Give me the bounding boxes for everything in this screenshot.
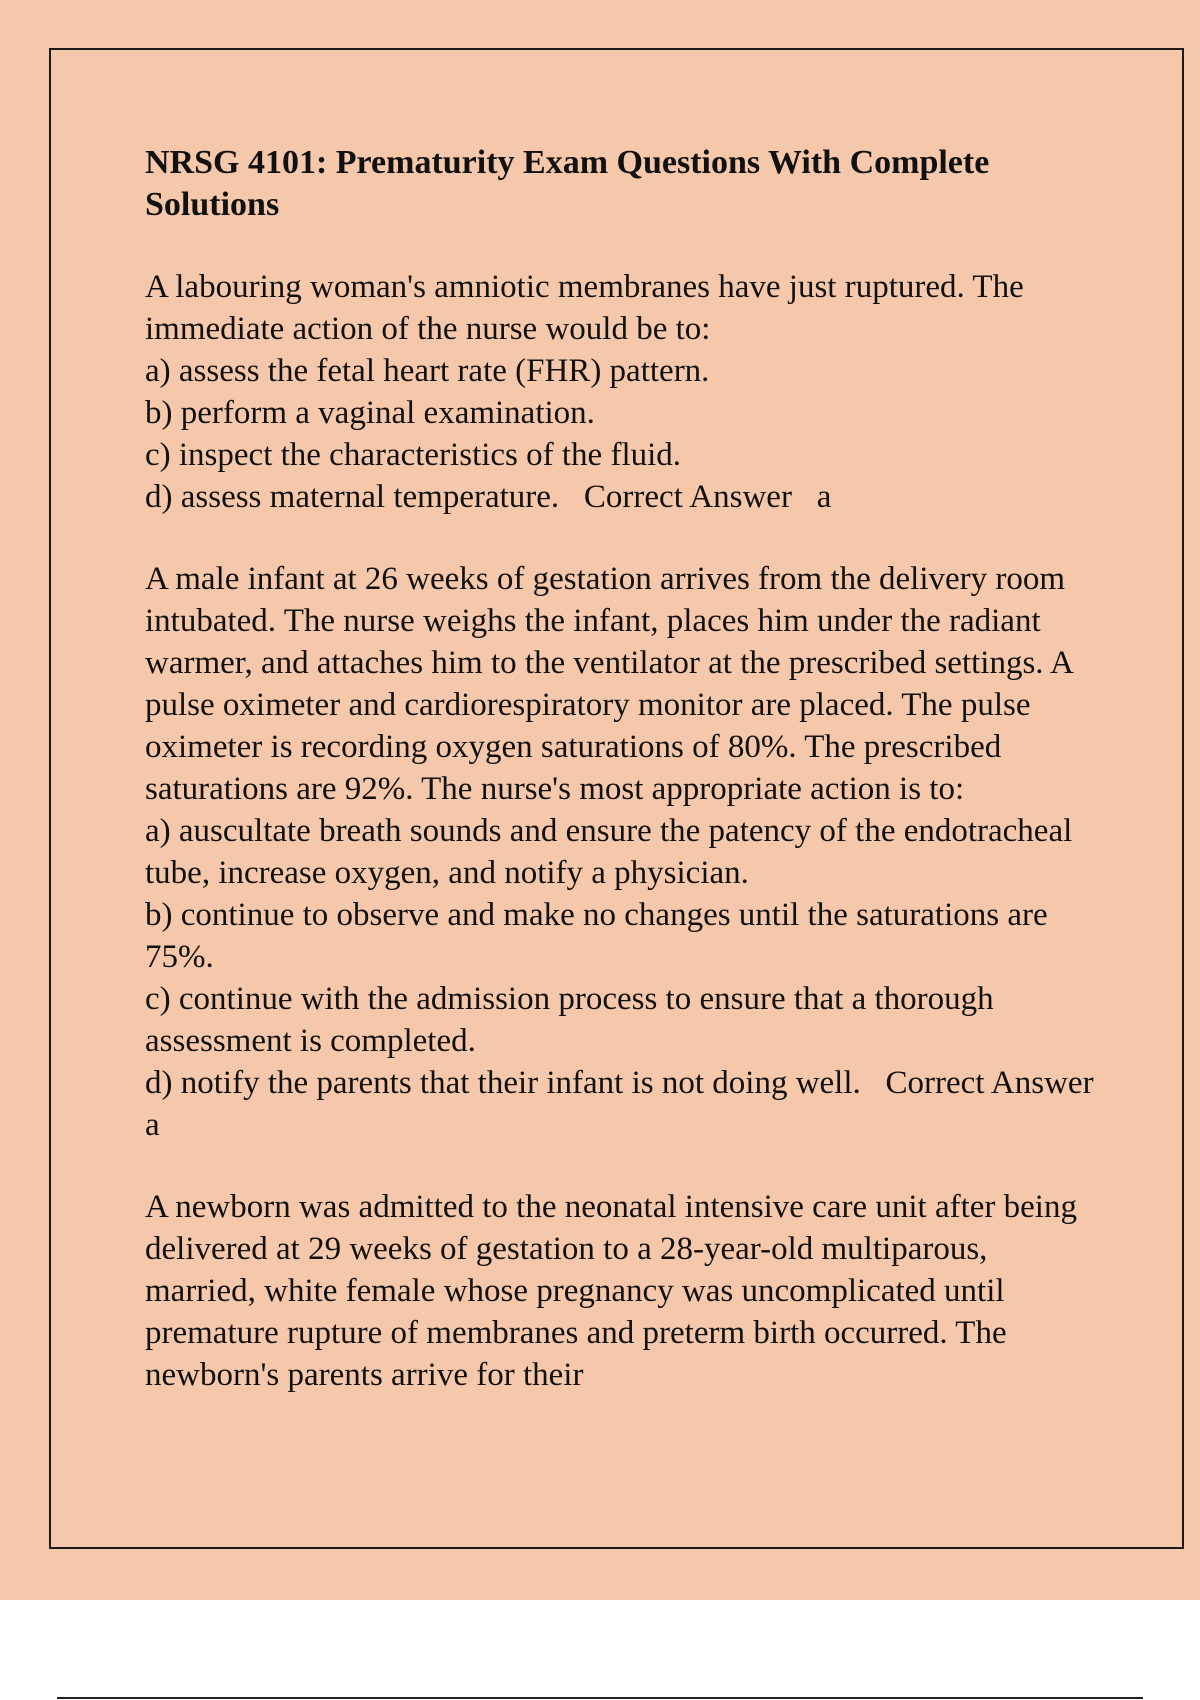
- option-b: b) continue to observe and make no changes until the saturations are 75%.: [145, 897, 1056, 975]
- answer-label: Correct Answer: [583, 479, 792, 515]
- option-a: a) auscultate breath sounds and ensure the patency of the endotracheal tube, increase oxygen, and notify a physician.: [145, 813, 1081, 891]
- answer-value: a: [145, 1107, 160, 1143]
- question-stem: A newborn was admitted to the neonatal intensive care unit after being delivered at 29 weeks of gestation to a 28-year-old multiparous, married, white female whose pregnancy was uncomplicated until premature rupture of membranes and preterm birth occurred. The newborn's parents arrive for their: [145, 1189, 1086, 1393]
- document-content: [145, 142, 1105, 1436]
- answer-value: a: [816, 479, 832, 515]
- option-d-with-answer: [145, 1062, 1105, 1146]
- option-a: a) assess the fetal heart rate (FHR) pattern.: [145, 353, 710, 389]
- answer-label: Correct Answer: [885, 1065, 1094, 1101]
- question-2: [145, 558, 1105, 1146]
- question-stem: A labouring woman's amniotic membranes have just ruptured. The immediate action of the nurse would be to:: [145, 269, 1032, 347]
- option-d: d) notify the parents that their infant is not doing well.: [145, 1065, 861, 1101]
- option-c: c) continue with the admission process to ensure that a thorough assessment is completed.: [145, 981, 1002, 1059]
- question-1: [145, 266, 1105, 518]
- option-d-with-answer: [145, 476, 1105, 518]
- option-d: d) assess maternal temperature.: [145, 479, 560, 515]
- option-c: c) inspect the characteristics of the fluid.: [145, 437, 682, 473]
- option-b: b) perform a vaginal examination.: [145, 395, 595, 431]
- question-stem: A male infant at 26 weeks of gestation arrives from the delivery room intubated. The nurse weighs the infant, places him under the radiant warmer, and attaches him to the ventilator at the prescribed settings. A pulse oximeter and cardiorespiratory monitor are placed. The pulse oximeter is recording oxygen saturations of 80%. The prescribed saturations are 92%. The nurse's most appropriate action is to:: [145, 561, 1081, 807]
- question-3: [145, 1186, 1105, 1396]
- document-title: NRSG 4101: Prematurity Exam Questions With Complete Solutions: [145, 144, 990, 223]
- footer-divider: [57, 1697, 1143, 1699]
